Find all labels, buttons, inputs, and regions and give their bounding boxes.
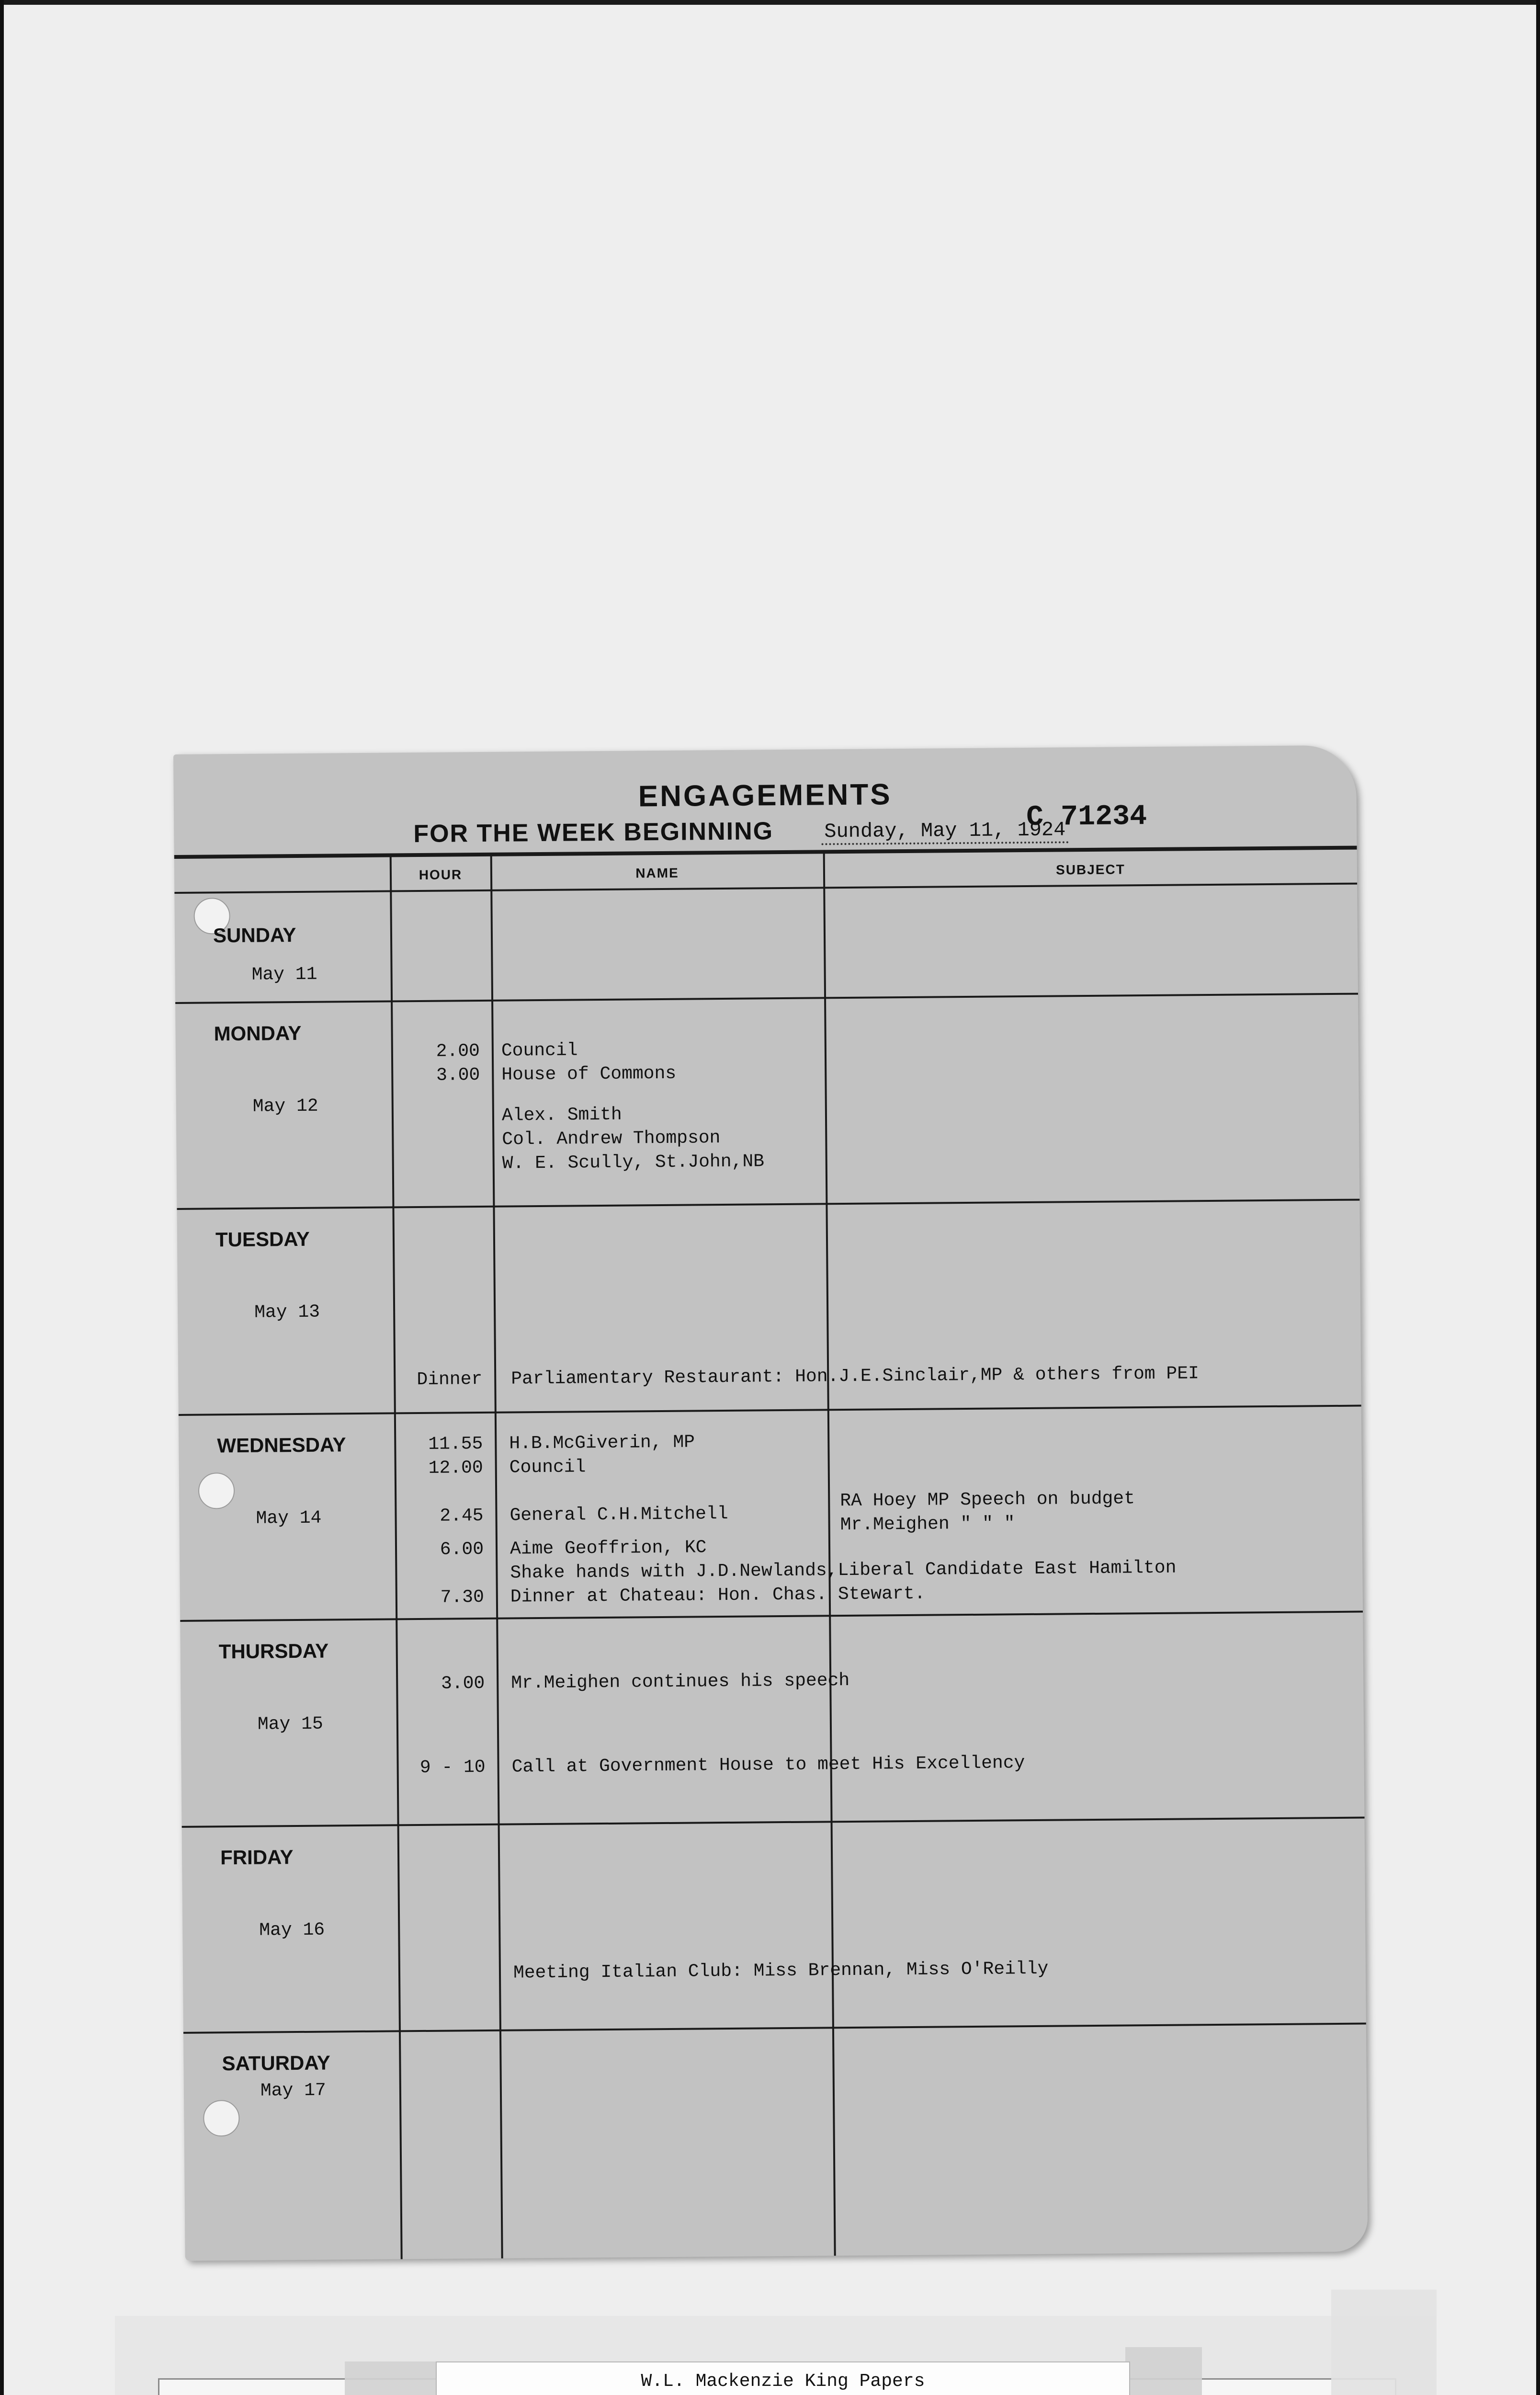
- column-divider: [823, 851, 836, 2257]
- entry-hour: 12.00: [428, 1457, 483, 1479]
- collection-name: W.L. Mackenzie King Papers: [641, 2371, 925, 2392]
- entry-name: Council: [509, 1457, 586, 1478]
- date-label: May 14: [256, 1507, 322, 1529]
- row-divider: [183, 2023, 1366, 2034]
- week-date: Sunday, May 11, 1924: [821, 818, 1068, 845]
- day-label: WEDNESDAY: [217, 1433, 346, 1457]
- row-divider: [177, 1199, 1359, 1210]
- row-divider: [182, 1817, 1365, 1828]
- date-label: May 11: [251, 964, 317, 985]
- entry-hour: 7.30: [440, 1586, 485, 1608]
- entry-subject: RA Hoey MP Speech on budget: [840, 1488, 1135, 1512]
- punch-hole: [198, 1472, 235, 1509]
- entry-name: Mr.Meighen continues his speech: [511, 1670, 850, 1694]
- column-header-subject: SUBJECT: [1055, 862, 1125, 878]
- day-label: TUESDAY: [215, 1227, 310, 1251]
- film-left-edge: [0, 0, 4, 2395]
- week-label: FOR THE WEEK BEGINNING: [413, 817, 774, 848]
- collection-slip: [436, 2361, 1130, 2395]
- row-divider: [179, 1405, 1361, 1416]
- day-label: FRIDAY: [220, 1846, 294, 1869]
- film-right-edge: [1536, 0, 1540, 2395]
- day-label: MONDAY: [214, 1021, 302, 1045]
- date-label: May 17: [260, 2080, 326, 2101]
- entry-hour: 6.00: [440, 1539, 484, 1560]
- column-header-name: NAME: [635, 865, 679, 881]
- entry-name: Alex. Smith: [501, 1104, 622, 1126]
- entry-name: Council: [501, 1040, 578, 1061]
- column-header-rule: [174, 883, 1357, 894]
- entry-hour: 2.00: [436, 1040, 480, 1062]
- row-divider: [175, 993, 1358, 1004]
- date-label: May 15: [257, 1713, 323, 1735]
- adhesive-tape: [1125, 2347, 1202, 2395]
- date-label: May 12: [252, 1095, 318, 1117]
- entry-name: Dinner at Chateau: Hon. Chas. Stewart.: [510, 1583, 926, 1608]
- date-label: May 13: [254, 1301, 320, 1323]
- entry-hour: 11.55: [428, 1433, 483, 1455]
- entry-name: H.B.McGiverin, MP: [509, 1432, 695, 1454]
- entry-name: Shake hands with J.D.Newlands,Liberal Candidate East Hamilton: [510, 1557, 1177, 1584]
- entry-name: General C.H.Mitchell: [510, 1503, 728, 1526]
- entry-name: Parliamentary Restaurant: Hon.J.E.Sinclair,MP & others from PEI: [511, 1363, 1200, 1390]
- day-label: THURSDAY: [218, 1639, 329, 1663]
- film-top-edge: [0, 0, 1540, 5]
- card-title: ENGAGEMENTS: [638, 778, 892, 813]
- punch-hole: [203, 2100, 240, 2137]
- entry-name: Aime Geoffrion, KC: [510, 1537, 707, 1560]
- header-rule: [174, 846, 1357, 859]
- entry-name: Col. Andrew Thompson: [502, 1128, 721, 1150]
- entry-hour: 2.45: [440, 1505, 484, 1527]
- column-header-hour: HOUR: [419, 867, 463, 882]
- entry-name: Meeting Italian Club: Miss Brennan, Miss O'Reilly: [513, 1958, 1049, 1984]
- entry-name: Call at Government House to meet His Excellency: [511, 1753, 1025, 1778]
- entry-hour: Dinner: [417, 1369, 483, 1391]
- day-label: SUNDAY: [213, 923, 296, 947]
- entry-subject: Mr.Meighen " " ": [840, 1513, 1015, 1536]
- day-label: SATURDAY: [222, 2051, 331, 2075]
- engagement-card: [173, 745, 1368, 2261]
- date-label: May 16: [259, 1919, 325, 1941]
- entry-hour: 9 - 10: [419, 1756, 486, 1779]
- entry-hour: 3.00: [436, 1064, 480, 1086]
- row-divider: [180, 1611, 1363, 1622]
- entry-name: W. E. Scully, St.John,NB: [502, 1151, 765, 1174]
- adhesive-tape: [1331, 2290, 1437, 2395]
- document-number: C 71234: [1026, 800, 1147, 834]
- entry-name: House of Commons: [501, 1063, 677, 1085]
- entry-hour: 3.00: [441, 1673, 485, 1694]
